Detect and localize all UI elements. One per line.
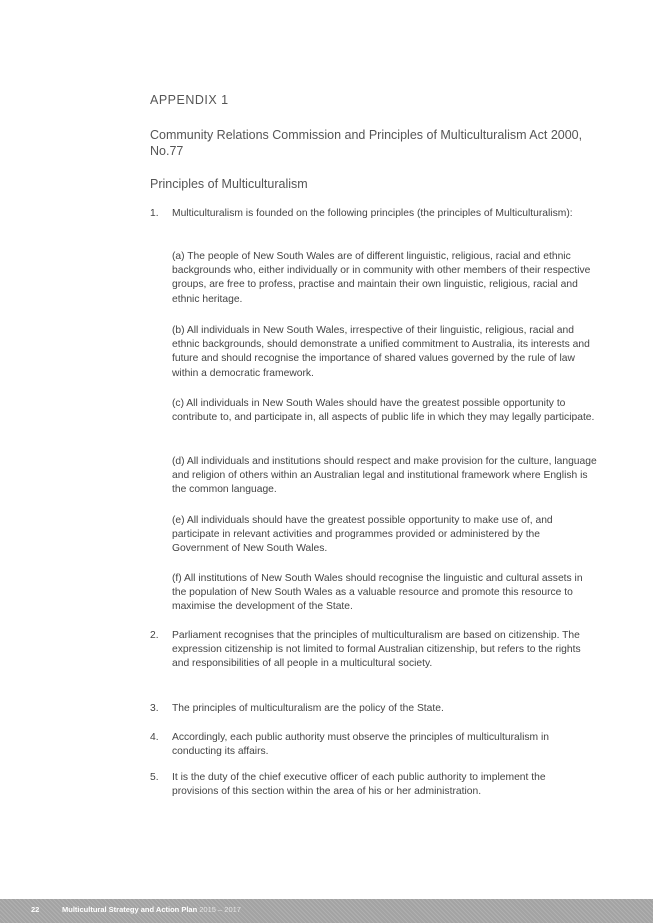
list-item-text: Parliament recognises that the principles of multiculturalism are based on citizenship. The expression citizenship is not limited to formal Australian citizenship, but refers to the rights and responsibilities of all people in a multicultural society.: [172, 630, 581, 670]
list-item-number: 1.: [150, 208, 159, 219]
section-subheading: Principles of Multiculturalism: [150, 177, 308, 191]
footer-title-group: [62, 905, 241, 914]
sub-item-d: (d) All individuals and institutions should respect and make provision for the culture, language and religion of others within an Australian legal and institutional framework where English is the common language.: [172, 456, 597, 496]
sub-item-b: (b) All individuals in New South Wales, irrespective of their linguistic, religious, racial and ethnic backgrounds, should demonstrate a unified commitment to Australia, its interests and future and should recognise the importance of shared values governed by the rule of law within a democratic framework.: [172, 325, 590, 379]
footer-years: 2015 – 2017: [199, 905, 241, 914]
sub-item-f: (f) All institutions of New South Wales should recognise the linguistic and cultural assets in the population of New South Wales as a valuable resource and promote this resource to maximise the development of the State.: [172, 573, 583, 613]
list-item-number: 2.: [150, 630, 159, 641]
footer-page-number: 22: [31, 905, 40, 914]
sub-item-e: (e) All individuals should have the greatest possible opportunity to make use of, and participate in relevant activities and programmes provided or administered by the Government of New South Wales.: [172, 515, 553, 555]
list-item-text: It is the duty of the chief executive officer of each public authority to implement the provisions of this section within the area of his or her administration.: [172, 772, 546, 798]
sub-item-c: (c) All individuals in New South Wales should have the greatest possible opportunity to contribute to, and participate in, all aspects of public life in which they may legally participate.: [172, 398, 595, 424]
appendix-label: APPENDIX 1: [150, 93, 229, 107]
document-heading: Community Relations Commission and Principles of Multiculturalism Act 2000, No.77: [150, 128, 583, 158]
page-footer: [0, 899, 653, 923]
list-item-text: Multiculturalism is founded on the following principles (the principles of Multiculturalism):: [172, 208, 573, 219]
list-item-number: 4.: [150, 732, 159, 743]
footer-title: Multicultural Strategy and Action Plan: [62, 905, 198, 914]
list-item-text: Accordingly, each public authority must observe the principles of multiculturalism in conducting its affairs.: [172, 732, 549, 758]
sub-item-a: (a) The people of New South Wales are of different linguistic, religious, racial and ethnic backgrounds who, either individually or in community with other members of their respective groups, are free to profess, practise and maintain their own linguistic, religious, racial and ethnic heritage.: [172, 251, 591, 305]
list-item-number: 5.: [150, 772, 159, 783]
list-item-number: 3.: [150, 703, 159, 714]
list-item-text: The principles of multiculturalism are the policy of the State.: [172, 703, 444, 714]
